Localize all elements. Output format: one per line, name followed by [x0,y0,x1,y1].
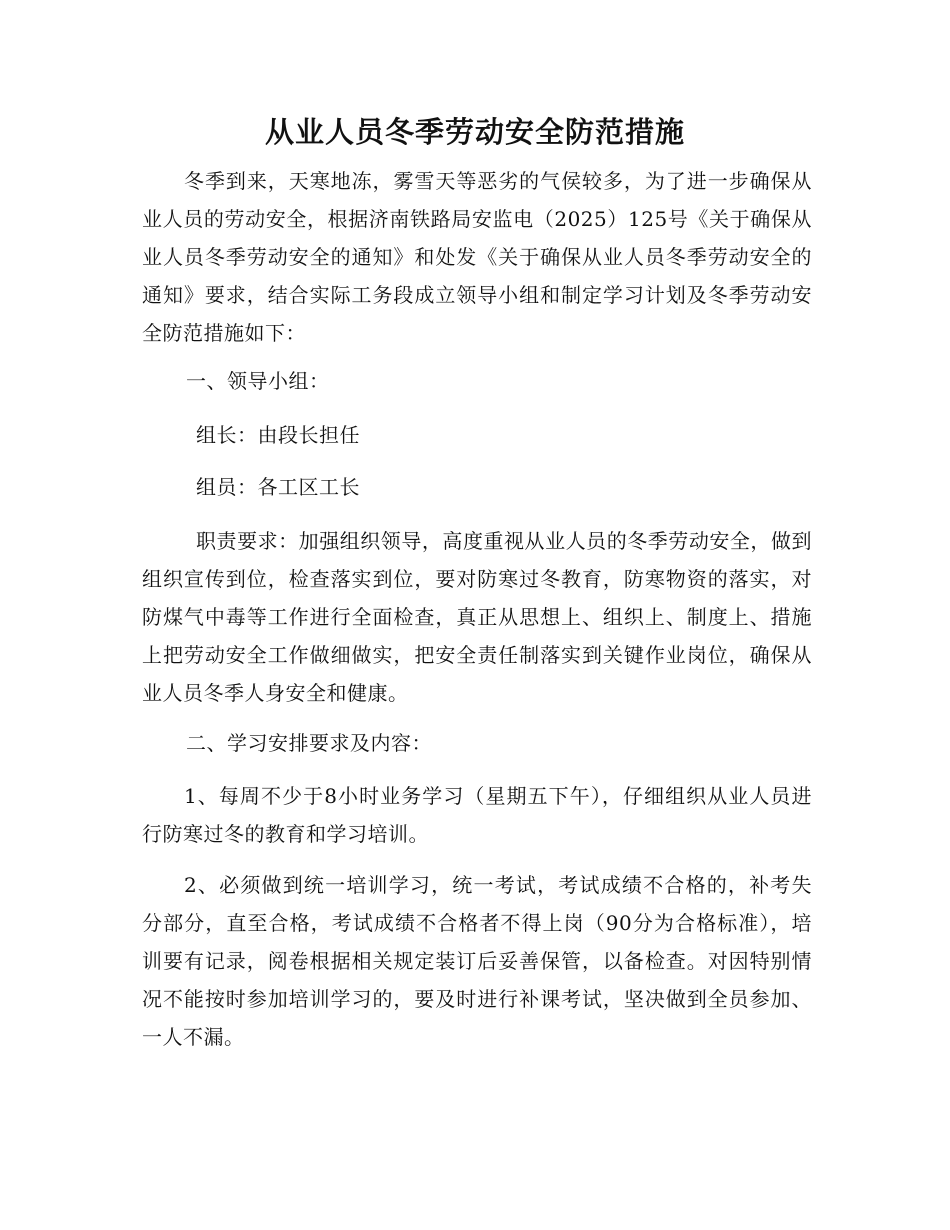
section-heading-study: 二、学习安排要求及内容： [186,731,432,755]
section-heading-leadership: 一、领导小组： [186,369,330,393]
group-leader-line: 组长：由段长担任 [196,423,360,447]
duties-paragraph: 职责要求：加强组织领导，高度重视从业人员的冬季劳动安全，做到组织宣传到位，检查落实到位，要对防寒过冬教育，防寒物资的落实，对防煤气中毒等工作进行全面检查，真正从思想上、组织上、制度上、措施上把劳动安全工作做细做实，把安全责任制落实到关键作业岗位，确保从业人员冬季人身安全和健康。 [142,529,812,705]
study-item-1: 1、每周不少于8小时业务学习（星期五下午），仔细组织从业人员进行防寒过冬的教育和学习培训。 [142,784,812,846]
study-item-2: 2、必须做到统一培训学习，统一考试，考试成绩不合格的，补考失分部分，直至合格，考试成绩不合格者不得上岗（90分为合格标准），培训要有记录，阅卷根据相关规定装订后妥善保管，以备检查。对因特别情况不能按时参加培训学习的，要及时进行补课考试，坚决做到全员参加、一人不漏。 [142,873,812,1049]
document-title: 从业人员冬季劳动安全防范措施 [264,115,685,149]
group-members-line: 组员：各工区工长 [196,475,360,499]
intro-paragraph: 冬季到来，天寒地冻，雾雪天等恶劣的气侯较多，为了进一步确保从业人员的劳动安全，根据济南铁路局安监电（2025）125号《关于确保从业人员冬季劳动安全的通知》和处发《关于确保从业人员冬季劳动安全的通知》要求，结合实际工务段成立领导小组和制定学习计划及冬季劳动安全防范措施如下： [142,169,812,345]
